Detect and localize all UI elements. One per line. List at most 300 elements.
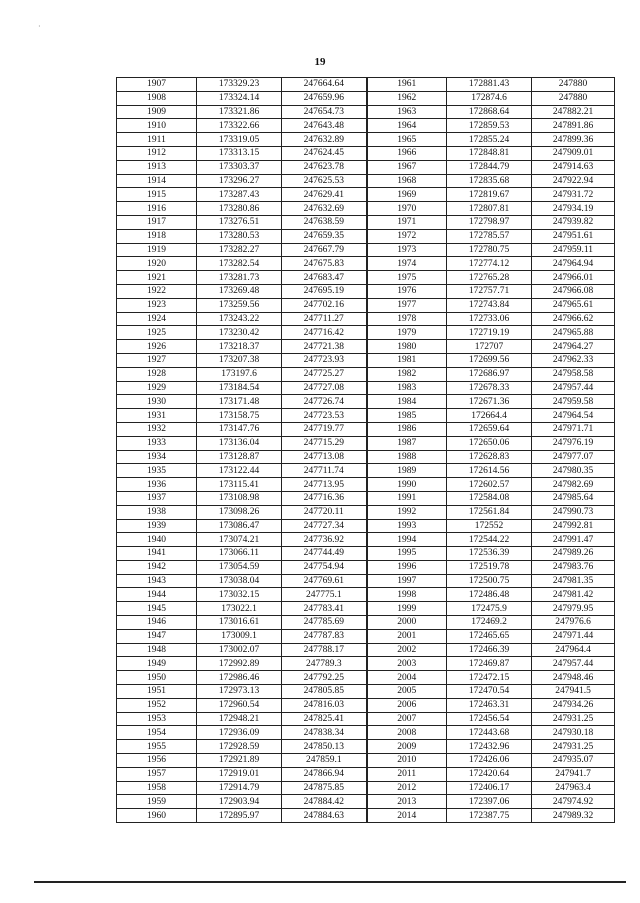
point-number-left: 1943 [117,574,197,588]
x-coordinate-right: 172463.31 [447,698,532,712]
x-coordinate-right: 172719.19 [447,326,532,340]
point-number-left: 1933 [117,436,197,450]
y-coordinate-right: 247951.61 [532,229,615,243]
x-coordinate-right: 172387.75 [447,809,532,823]
y-coordinate-left: 247744.49 [282,547,367,561]
x-coordinate-right: 172807.81 [447,202,532,216]
x-coordinate-left: 172992.89 [197,657,282,671]
x-coordinate-left: 173171.48 [197,395,282,409]
table-row [117,809,615,823]
y-coordinate-left: 247727.34 [282,519,367,533]
x-coordinate-left: 173108.98 [197,491,282,505]
point-number-right: 1971 [367,215,447,229]
coordinates-table [116,77,615,823]
x-coordinate-left: 173128.87 [197,450,282,464]
x-coordinate-left: 173086.47 [197,519,282,533]
table-row [117,698,615,712]
point-number-right: 1996 [367,560,447,574]
y-coordinate-right: 247964.4 [532,643,615,657]
point-number-left: 1953 [117,712,197,726]
point-number-left: 1955 [117,740,197,754]
x-coordinate-left: 173002.07 [197,643,282,657]
x-coordinate-left: 172986.46 [197,671,282,685]
point-number-left: 1910 [117,119,197,133]
point-number-right: 1998 [367,588,447,602]
table-row [117,91,615,105]
table-row [117,464,615,478]
y-coordinate-left: 247816.03 [282,698,367,712]
y-coordinate-right: 247966.01 [532,271,615,285]
x-coordinate-right: 172614.56 [447,464,532,478]
point-number-left: 1921 [117,271,197,285]
y-coordinate-left: 247713.95 [282,478,367,492]
y-coordinate-left: 247702.16 [282,298,367,312]
table-row [117,367,615,381]
point-number-right: 1964 [367,119,447,133]
point-number-left: 1940 [117,533,197,547]
point-number-right: 1962 [367,91,447,105]
y-coordinate-right: 247880 [532,91,615,105]
y-coordinate-left: 247875.85 [282,781,367,795]
x-coordinate-right: 172465.65 [447,629,532,643]
y-coordinate-left: 247792.25 [282,671,367,685]
point-number-left: 1944 [117,588,197,602]
point-number-right: 2009 [367,740,447,754]
x-coordinate-left: 173281.73 [197,271,282,285]
y-coordinate-right: 247985.64 [532,491,615,505]
table-row [117,740,615,754]
table-row [117,685,615,699]
x-coordinate-left: 172919.01 [197,767,282,781]
x-coordinate-left: 173243.22 [197,312,282,326]
y-coordinate-right: 247965.88 [532,326,615,340]
point-number-right: 2002 [367,643,447,657]
y-coordinate-left: 247859.1 [282,754,367,768]
table-row [117,754,615,768]
x-coordinate-left: 172921.89 [197,754,282,768]
table-row [117,188,615,202]
x-coordinate-left: 172973.13 [197,685,282,699]
y-coordinate-left: 247716.42 [282,326,367,340]
x-coordinate-left: 173287.43 [197,188,282,202]
y-coordinate-right: 247957.44 [532,657,615,671]
x-coordinate-left: 173136.04 [197,436,282,450]
y-coordinate-right: 247899.36 [532,133,615,147]
point-number-left: 1916 [117,202,197,216]
table-row [117,505,615,519]
y-coordinate-left: 247629.41 [282,188,367,202]
point-number-left: 1915 [117,188,197,202]
point-number-left: 1937 [117,491,197,505]
y-coordinate-right: 247914.63 [532,160,615,174]
y-coordinate-left: 247659.35 [282,229,367,243]
table-row [117,257,615,271]
y-coordinate-right: 247891.86 [532,119,615,133]
point-number-left: 1932 [117,422,197,436]
y-coordinate-left: 247632.89 [282,133,367,147]
y-coordinate-right: 247971.44 [532,629,615,643]
x-coordinate-left: 173207.38 [197,353,282,367]
page-number: 19 [314,56,326,68]
y-coordinate-right: 247966.08 [532,284,615,298]
table-row [117,395,615,409]
x-coordinate-left: 173329.23 [197,78,282,92]
y-coordinate-right: 247977.07 [532,450,615,464]
y-coordinate-left: 247884.42 [282,795,367,809]
x-coordinate-right: 172426.06 [447,754,532,768]
x-coordinate-right: 172469.2 [447,616,532,630]
y-coordinate-left: 247723.93 [282,353,367,367]
point-number-right: 1985 [367,409,447,423]
table-row [117,519,615,533]
x-coordinate-right: 172835.68 [447,174,532,188]
x-coordinate-right: 172707 [447,340,532,354]
point-number-right: 2011 [367,767,447,781]
x-coordinate-left: 173296.27 [197,174,282,188]
x-coordinate-left: 173282.54 [197,257,282,271]
x-coordinate-right: 172602.57 [447,478,532,492]
x-coordinate-right: 172420.64 [447,767,532,781]
point-number-right: 1977 [367,298,447,312]
table-row [117,271,615,285]
point-number-right: 1970 [367,202,447,216]
point-number-right: 2003 [367,657,447,671]
point-number-right: 1999 [367,602,447,616]
y-coordinate-left: 247643.48 [282,119,367,133]
point-number-right: 2007 [367,712,447,726]
x-coordinate-right: 172844.79 [447,160,532,174]
y-coordinate-right: 247989.26 [532,547,615,561]
x-coordinate-right: 172757.71 [447,284,532,298]
point-number-left: 1952 [117,698,197,712]
y-coordinate-left: 247727.08 [282,381,367,395]
point-number-left: 1936 [117,478,197,492]
point-number-left: 1912 [117,146,197,160]
y-coordinate-right: 247981.35 [532,574,615,588]
table-row [117,381,615,395]
point-number-left: 1925 [117,326,197,340]
y-coordinate-left: 247716.36 [282,491,367,505]
x-coordinate-left: 173282.27 [197,243,282,257]
point-number-left: 1948 [117,643,197,657]
table-row [117,560,615,574]
y-coordinate-right: 247934.26 [532,698,615,712]
x-coordinate-left: 172928.59 [197,740,282,754]
y-coordinate-left: 247726.74 [282,395,367,409]
table-row [117,160,615,174]
table-row [117,202,615,216]
point-number-left: 1950 [117,671,197,685]
x-coordinate-right: 172874.6 [447,91,532,105]
table-row [117,284,615,298]
table-row [117,243,615,257]
y-coordinate-right: 247963.4 [532,781,615,795]
y-coordinate-left: 247683.47 [282,271,367,285]
x-coordinate-left: 173269.48 [197,284,282,298]
y-coordinate-right: 247931.72 [532,188,615,202]
point-number-left: 1911 [117,133,197,147]
x-coordinate-left: 173321.86 [197,105,282,119]
y-coordinate-left: 247625.53 [282,174,367,188]
y-coordinate-left: 247884.63 [282,809,367,823]
y-coordinate-right: 247941.5 [532,685,615,699]
table-row [117,409,615,423]
point-number-right: 1981 [367,353,447,367]
point-number-left: 1909 [117,105,197,119]
table-row [117,422,615,436]
x-coordinate-right: 172650.06 [447,436,532,450]
y-coordinate-left: 247654.73 [282,105,367,119]
point-number-right: 1989 [367,464,447,478]
y-coordinate-right: 247976.6 [532,616,615,630]
point-number-right: 1984 [367,395,447,409]
table-row [117,726,615,740]
y-coordinate-right: 247991.47 [532,533,615,547]
x-coordinate-left: 173259.56 [197,298,282,312]
y-coordinate-right: 247935.07 [532,754,615,768]
table-row [117,119,615,133]
point-number-left: 1928 [117,367,197,381]
table-row [117,215,615,229]
y-coordinate-right: 247980.35 [532,464,615,478]
y-coordinate-left: 247623.78 [282,160,367,174]
point-number-left: 1956 [117,754,197,768]
x-coordinate-left: 173147.76 [197,422,282,436]
y-coordinate-left: 247825.41 [282,712,367,726]
point-number-right: 1990 [367,478,447,492]
point-number-right: 2012 [367,781,447,795]
y-coordinate-left: 247711.74 [282,464,367,478]
point-number-left: 1938 [117,505,197,519]
x-coordinate-right: 172855.24 [447,133,532,147]
y-coordinate-right: 247948.46 [532,671,615,685]
point-number-right: 1966 [367,146,447,160]
y-coordinate-left: 247788.17 [282,643,367,657]
y-coordinate-right: 247983.76 [532,560,615,574]
x-coordinate-left: 173280.86 [197,202,282,216]
point-number-left: 1918 [117,229,197,243]
y-coordinate-left: 247769.61 [282,574,367,588]
point-number-right: 1978 [367,312,447,326]
point-number-left: 1908 [117,91,197,105]
table-row [117,105,615,119]
x-coordinate-right: 172628.83 [447,450,532,464]
point-number-left: 1907 [117,78,197,92]
x-coordinate-left: 172895.97 [197,809,282,823]
table-row [117,436,615,450]
x-coordinate-right: 172443.68 [447,726,532,740]
x-coordinate-right: 172671.36 [447,395,532,409]
x-coordinate-right: 172881.43 [447,78,532,92]
x-coordinate-right: 172472.15 [447,671,532,685]
x-coordinate-right: 172678.33 [447,381,532,395]
point-number-left: 1930 [117,395,197,409]
x-coordinate-right: 172848.81 [447,146,532,160]
point-number-left: 1929 [117,381,197,395]
point-number-right: 1991 [367,491,447,505]
table-row [117,229,615,243]
y-coordinate-right: 247909.01 [532,146,615,160]
point-number-right: 1961 [367,78,447,92]
x-coordinate-right: 172486.48 [447,588,532,602]
point-number-right: 1974 [367,257,447,271]
x-coordinate-right: 172544.22 [447,533,532,547]
table-row [117,491,615,505]
x-coordinate-left: 173322.66 [197,119,282,133]
y-coordinate-left: 247711.27 [282,312,367,326]
x-coordinate-left: 173280.53 [197,229,282,243]
y-coordinate-left: 247715.29 [282,436,367,450]
y-coordinate-left: 247725.27 [282,367,367,381]
table-row [117,616,615,630]
point-number-left: 1926 [117,340,197,354]
point-number-right: 1993 [367,519,447,533]
x-coordinate-left: 173319.05 [197,133,282,147]
point-number-left: 1931 [117,409,197,423]
x-coordinate-right: 172785.57 [447,229,532,243]
point-number-right: 2005 [367,685,447,699]
y-coordinate-right: 247966.62 [532,312,615,326]
point-number-left: 1924 [117,312,197,326]
y-coordinate-right: 247882.21 [532,105,615,119]
point-number-left: 1914 [117,174,197,188]
point-number-left: 1922 [117,284,197,298]
x-coordinate-right: 172733.06 [447,312,532,326]
table-row [117,547,615,561]
point-number-right: 1965 [367,133,447,147]
table-row [117,298,615,312]
y-coordinate-right: 247958.58 [532,367,615,381]
point-number-right: 1983 [367,381,447,395]
y-coordinate-right: 247964.27 [532,340,615,354]
x-coordinate-left: 173158.75 [197,409,282,423]
point-number-left: 1945 [117,602,197,616]
y-coordinate-right: 247934.19 [532,202,615,216]
point-number-left: 1949 [117,657,197,671]
table-row [117,781,615,795]
table-row [117,574,615,588]
x-coordinate-right: 172470.54 [447,685,532,699]
point-number-left: 1942 [117,560,197,574]
y-coordinate-left: 247785.69 [282,616,367,630]
x-coordinate-left: 173054.59 [197,560,282,574]
point-number-left: 1939 [117,519,197,533]
point-number-right: 2010 [367,754,447,768]
y-coordinate-left: 247720.11 [282,505,367,519]
x-coordinate-right: 172659.64 [447,422,532,436]
table-row [117,450,615,464]
y-coordinate-right: 247989.32 [532,809,615,823]
point-number-left: 1927 [117,353,197,367]
y-coordinate-right: 247981.42 [532,588,615,602]
y-coordinate-left: 247866.94 [282,767,367,781]
x-coordinate-right: 172584.08 [447,491,532,505]
table-row [117,643,615,657]
table-row [117,174,615,188]
point-number-left: 1947 [117,629,197,643]
x-coordinate-right: 172798.97 [447,215,532,229]
table-row [117,767,615,781]
x-coordinate-left: 173303.37 [197,160,282,174]
y-coordinate-left: 247632.69 [282,202,367,216]
point-number-left: 1913 [117,160,197,174]
y-coordinate-left: 247624.45 [282,146,367,160]
corner-mark: · [38,22,41,31]
x-coordinate-right: 172819.67 [447,188,532,202]
point-number-left: 1960 [117,809,197,823]
point-number-right: 1969 [367,188,447,202]
y-coordinate-right: 247930.18 [532,726,615,740]
point-number-left: 1919 [117,243,197,257]
x-coordinate-right: 172743.84 [447,298,532,312]
y-coordinate-left: 247659.96 [282,91,367,105]
point-number-left: 1957 [117,767,197,781]
y-coordinate-right: 247939.82 [532,215,615,229]
x-coordinate-left: 173122.44 [197,464,282,478]
point-number-right: 2008 [367,726,447,740]
x-coordinate-right: 172868.64 [447,105,532,119]
x-coordinate-right: 172859.53 [447,119,532,133]
point-number-left: 1941 [117,547,197,561]
point-number-right: 1963 [367,105,447,119]
x-coordinate-left: 173098.26 [197,505,282,519]
x-coordinate-right: 172664.4 [447,409,532,423]
y-coordinate-left: 247787.83 [282,629,367,643]
point-number-right: 2004 [367,671,447,685]
y-coordinate-right: 247959.58 [532,395,615,409]
x-coordinate-left: 173066.11 [197,547,282,561]
y-coordinate-left: 247723.53 [282,409,367,423]
point-number-right: 2013 [367,795,447,809]
table-row [117,78,615,92]
y-coordinate-left: 247664.64 [282,78,367,92]
point-number-right: 1976 [367,284,447,298]
bottom-rule [34,881,626,883]
y-coordinate-left: 247713.08 [282,450,367,464]
x-coordinate-right: 172500.75 [447,574,532,588]
y-coordinate-left: 247838.34 [282,726,367,740]
x-coordinate-right: 172552 [447,519,532,533]
point-number-right: 1975 [367,271,447,285]
y-coordinate-right: 247964.54 [532,409,615,423]
point-number-left: 1958 [117,781,197,795]
point-number-right: 1997 [367,574,447,588]
point-number-left: 1934 [117,450,197,464]
point-number-right: 1986 [367,422,447,436]
x-coordinate-left: 173324.14 [197,91,282,105]
x-coordinate-left: 173230.42 [197,326,282,340]
point-number-right: 1980 [367,340,447,354]
x-coordinate-left: 173022.1 [197,602,282,616]
y-coordinate-right: 247964.94 [532,257,615,271]
x-coordinate-right: 172686.97 [447,367,532,381]
y-coordinate-right: 247982.69 [532,478,615,492]
y-coordinate-left: 247805.85 [282,685,367,699]
x-coordinate-right: 172466.39 [447,643,532,657]
x-coordinate-left: 173276.51 [197,215,282,229]
y-coordinate-left: 247675.83 [282,257,367,271]
table-row [117,340,615,354]
x-coordinate-right: 172780.75 [447,243,532,257]
x-coordinate-left: 172903.94 [197,795,282,809]
x-coordinate-right: 172561.84 [447,505,532,519]
point-number-right: 1982 [367,367,447,381]
x-coordinate-right: 172774.12 [447,257,532,271]
x-coordinate-left: 173016.61 [197,616,282,630]
y-coordinate-left: 247721.38 [282,340,367,354]
y-coordinate-right: 247992.81 [532,519,615,533]
y-coordinate-right: 247990.73 [532,505,615,519]
